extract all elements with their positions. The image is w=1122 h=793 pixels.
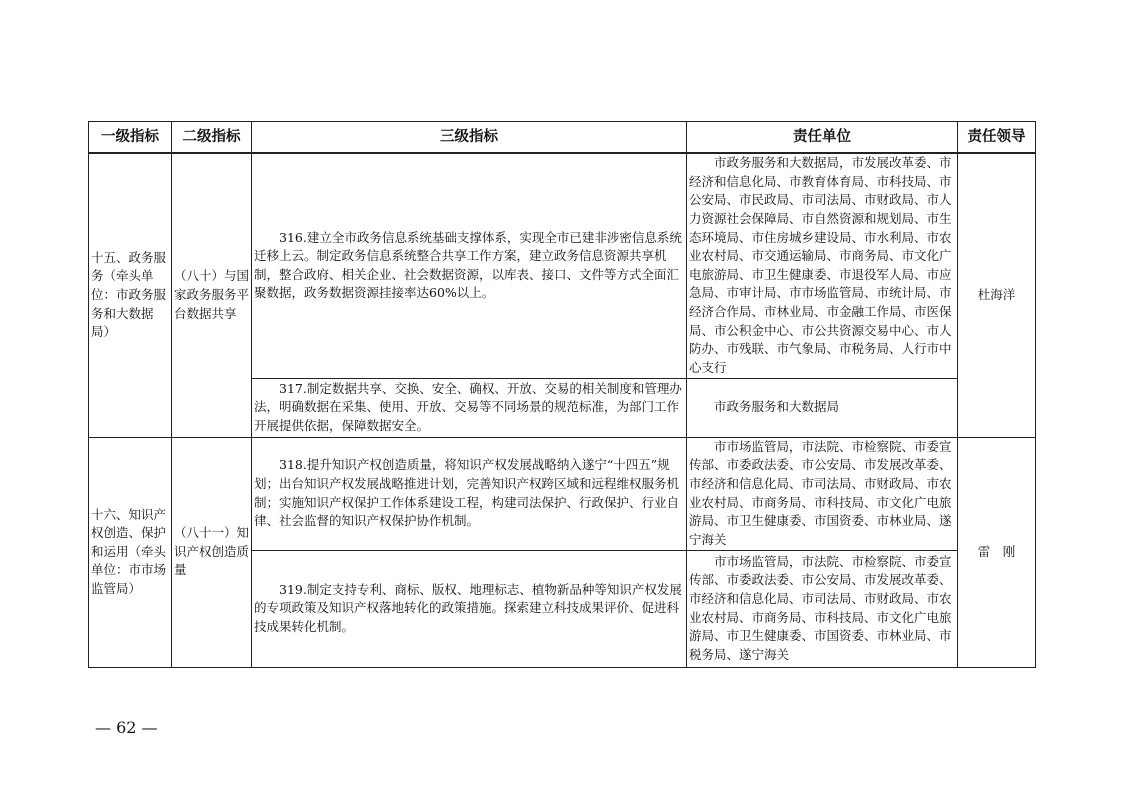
level1-cell: 十六、知识产权创造、保护和运用（牵头单位：市市场监管局） — [89, 437, 172, 667]
page-number: — 62 — — [95, 718, 158, 737]
level1-cell: 十五、政务服务（牵头单位：市政务服务和大数据局） — [89, 153, 172, 437]
units-text: 市政务服务和大数据局 — [714, 399, 840, 415]
units-cell — [687, 378, 958, 437]
indicator-table — [88, 121, 1036, 668]
level2-cell: （八十）与国家政务服务平台数据共享 — [172, 153, 252, 437]
units-cell — [687, 437, 958, 550]
header-units: 责任单位 — [687, 122, 958, 154]
header-level2: 二级指标 — [172, 122, 252, 154]
header-row — [89, 122, 1036, 154]
units-cell — [687, 550, 958, 667]
leader-cell: 杜海洋 — [958, 153, 1036, 437]
units-text: 市市场监管局，市法院、市检察院、市委宣传部、市委政法委、市公安局、市发展改革委、市经济和信息化局、市司法局、市财政局、市农业农村局、市商务局、市科技局、市文化广电旅游局、市卫生健康委、市国资委、市林业局、遂宁海关 — [689, 438, 952, 547]
header-level1: 一级指标 — [89, 122, 172, 154]
table-row — [89, 437, 1036, 550]
header-leader: 责任领导 — [958, 122, 1036, 154]
level3-cell: 317.制定数据共享、交换、安全、确权、开放、交易的相关制度和管理办法，明确数据在采集、使用、开放、交易等不同场景的规范标准，为部门工作开展提供依据，保障数据安全。 — [252, 378, 687, 437]
level3-cell: 318.提升知识产权创造质量，将知识产权发展战略纳入遂宁“十四五”规划；出台知识产权发展战略推进计划，完善知识产权跨区域和远程维权服务机制；实施知识产权保护工作体系建设工程，构建司法保护、行政保护、行业自律、社会监督的知识产权保护协作机制。 — [252, 437, 687, 550]
level3-cell: 316.建立全市政务信息系统基础支撑体系，实现全市已建非涉密信息系统迁移上云。制定政务信息系统整合共享工作方案，建立政务信息资源共享机制，整合政府、相关企业、社会数据资源，以库表、接口、文件等方式全面汇聚数据，政务数据资源挂接率达60%以上。 — [252, 153, 687, 378]
level2-cell: （八十一）知识产权创造质量 — [172, 437, 252, 667]
units-text: 市市场监管局，市法院、市检察院、市委宣传部、市委政法委、市公安局、市发展改革委、市经济和信息化局、市司法局、市财政局、市农业农村局、市商务局、市科技局、市文化广电旅游局、市卫生健康委、市国资委、市林业局、市税务局、遂宁海关 — [689, 553, 952, 662]
header-level3: 三级指标 — [252, 122, 687, 154]
leader-cell: 雷 刚 — [958, 437, 1036, 667]
units-cell — [687, 153, 958, 378]
table-row — [89, 153, 1036, 378]
units-text: 市政务服务和大数据局，市发展改革委、市经济和信息化局、市教育体育局、市科技局、市公安局、市民政局、市司法局、市财政局、市人力资源社会保障局、市自然资源和规划局、市生态环境局、市住房城乡建设局、市水利局、市农业农村局、市交通运输局、市商务局、市文化广电旅游局、市卫生健康委、市退役军人局、市应急局、市审计局、市市场监管局、市统计局、市经济合作局、市林业局、市金融工作局、市医保局、市公积金中心、市公共资源交易中心、市人防办、市残联、市气象局、市税务局、人行市中心支行 — [689, 155, 952, 375]
level3-cell: 319.制定支持专利、商标、版权、地理标志、植物新品种等知识产权发展的专项政策及知识产权落地转化的政策措施。探索建立科技成果评价、促进科技成果转化机制。 — [252, 550, 687, 667]
